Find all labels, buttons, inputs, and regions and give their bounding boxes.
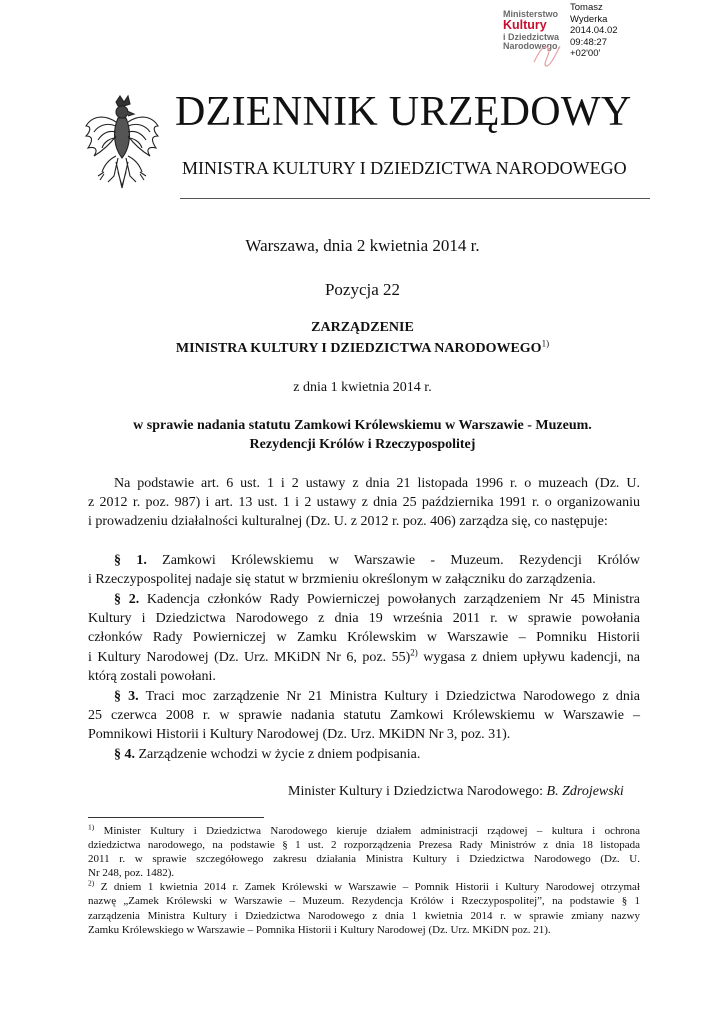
footnote-1-line: $^{1)}$ Minister Kultury i Dziedzictwa Narodowego kieruje działem administracji rządowej – kultura i ochrona — [88, 822, 640, 837]
signature-scribble-icon — [530, 40, 570, 68]
act-subject-line-1: w sprawie nadania statutu Zamkowi Królewskiemu w Warszawie - Muzeum. — [133, 418, 592, 433]
signatory-role: Minister Kultury i Dziedzictwa Narodowego: — [288, 784, 544, 799]
signature-date: 2014.04.02 — [570, 25, 618, 37]
footnote-2-line: $^{2)}$ Z dniem 1 kwietnia 2014 r. Zamek Królewski w Warszawie – Pomnik Historii i Kultury Narodowej otrzymał — [88, 878, 640, 893]
act-date: z dnia 1 kwietnia 2014 r. — [293, 380, 432, 395]
footnote-ref-1: 1) — [541, 338, 550, 349]
journal-subtitle: MINISTRA KULTURY I DZIEDZICTWA NARODOWEGO — [182, 158, 627, 178]
signatory — [288, 784, 624, 800]
signer-last-name: Wyderka — [570, 13, 608, 25]
signer-first-name: Tomasz — [570, 2, 603, 13]
footnote-2-line: nazwę „Zamek Królewski w Warszawie – Muzeum. Rezydencja Królów i Rzeczypospolitej”, na podstawie § 1 — [88, 895, 640, 907]
section-3-label: § 3. — [114, 689, 139, 704]
preamble-line: i prowadzeniu działalności kulturalnej (Dz. U. z 2012 r. poz. 406) zarządza się, co następuje: — [88, 514, 608, 529]
footnote-1-line: Nr 248, poz. 1482). — [88, 867, 175, 879]
section-2-line: Kultury i Dziedzictwa Narodowego z dnia 19 września 2011 r. w sprawie powołania — [88, 611, 640, 626]
footnote-1-line: 2011 r. w sprawie szczegółowego zakresu działania Ministra Kultury i Dziedzictwa Narodowego (Dz. U. — [88, 853, 640, 865]
signature-time: 09:48:27 — [570, 36, 607, 48]
header-divider — [180, 198, 650, 199]
section-3-line: 25 czerwca 2008 r. w sprawie nadania statutu Zamkowi Królewskiemu w Warszawie – — [88, 708, 640, 723]
preamble-line: Na podstawie art. 6 ust. 1 i 2 ustawy z dnia 21 listopada 1996 r. o muzeach (Dz. U. — [114, 476, 640, 491]
footnote-ref-2: 2) — [410, 647, 418, 658]
section-2-line: członków Rady Powierniczej w Zamku Królewskim w Warszawie – Pomniku Historii — [88, 630, 640, 645]
footnote-2-line: Zamku Królewskiego w Warszawie – Pomnika Historii i Kultury Narodowej (Dz. Urz. MKiDN poz. 21). — [88, 924, 551, 936]
journal-title: DZIENNIK URZĘDOWY — [175, 89, 632, 135]
footnote-divider — [88, 817, 264, 818]
section-4-label: § 4. — [114, 747, 135, 762]
footnote-2-mark: 2) — [88, 878, 95, 888]
polish-eagle-emblem-icon — [82, 92, 162, 192]
section-2-line: § 2. Kadencja członków Rady Powierniczej powołanych zarządzeniem Nr 45 Ministra — [114, 592, 641, 607]
section-2-line: i Kultury Narodowej (Dz. Urz. MKiDN Nr 6, poz. 55)$^{2)}$ wygasa z dniem upływu kadencji, na — [88, 647, 641, 665]
footnote-1-mark: 1) — [88, 822, 95, 832]
position-number: Pozycja 22 — [324, 280, 401, 299]
act-issuer: MINISTRA KULTURY I DZIEDZICTWA NARODOWEGO$^{1)}$ — [175, 338, 550, 356]
signature-timezone: +02'00' — [570, 48, 601, 60]
signatory-name: B. Zdrojewski — [546, 784, 624, 799]
section-3-line: § 3. Traci moc zarządzenie Nr 21 Ministra Kultury i Dziedzictwa Narodowego z dnia — [114, 689, 641, 704]
act-type: ZARZĄDZENIE — [311, 320, 414, 335]
footnote-1-line: dziedzictwa narodowego, na podstawie § 1 ust. 2 rozporządzenia Prezesa Rady Ministrów z dnia 18 listopada — [88, 839, 640, 851]
ministry-logo: Ministerstwo Kultury i Dziedzictwa Narodowego. — [503, 9, 561, 51]
preamble-line: z 2012 r. poz. 987) i art. 13 ust. 1 i 2 ustawy z dnia 25 października 1991 r. o organizowaniu — [88, 495, 640, 510]
section-1-label: § 1. — [114, 553, 147, 568]
section-2-line: którą zostali powołani. — [88, 669, 216, 684]
footnote-2-line: zarządzenia Ministra Kultury i Dziedzictwa Narodowego z dnia 1 kwietnia 2014 r. w sprawie zmiany nazwy — [88, 910, 640, 922]
section-4-line: § 4. Zarządzenie wchodzi w życie z dniem podpisania. — [114, 747, 421, 762]
section-1-line: i Rzeczypospolitej nadaje się statut w brzmieniu określonym w załączniku do zarządzenia. — [88, 572, 596, 587]
act-subject-line-2: Rezydencji Królów i Rzeczypospolitej — [249, 437, 476, 452]
section-1-line: § 1. Zamkowi Królewskiemu w Warszawie - Muzeum. Rezydencji Królów — [114, 553, 641, 568]
section-2-label: § 2. — [114, 592, 140, 607]
section-3-line: Pomnikowi Historii i Kultury Narodowej (Dz. Urz. MKiDN Nr 3, poz. 31). — [88, 727, 511, 742]
place-and-date: Warszawa, dnia 2 kwietnia 2014 r. — [245, 236, 480, 255]
digital-signature-info — [570, 2, 618, 60]
